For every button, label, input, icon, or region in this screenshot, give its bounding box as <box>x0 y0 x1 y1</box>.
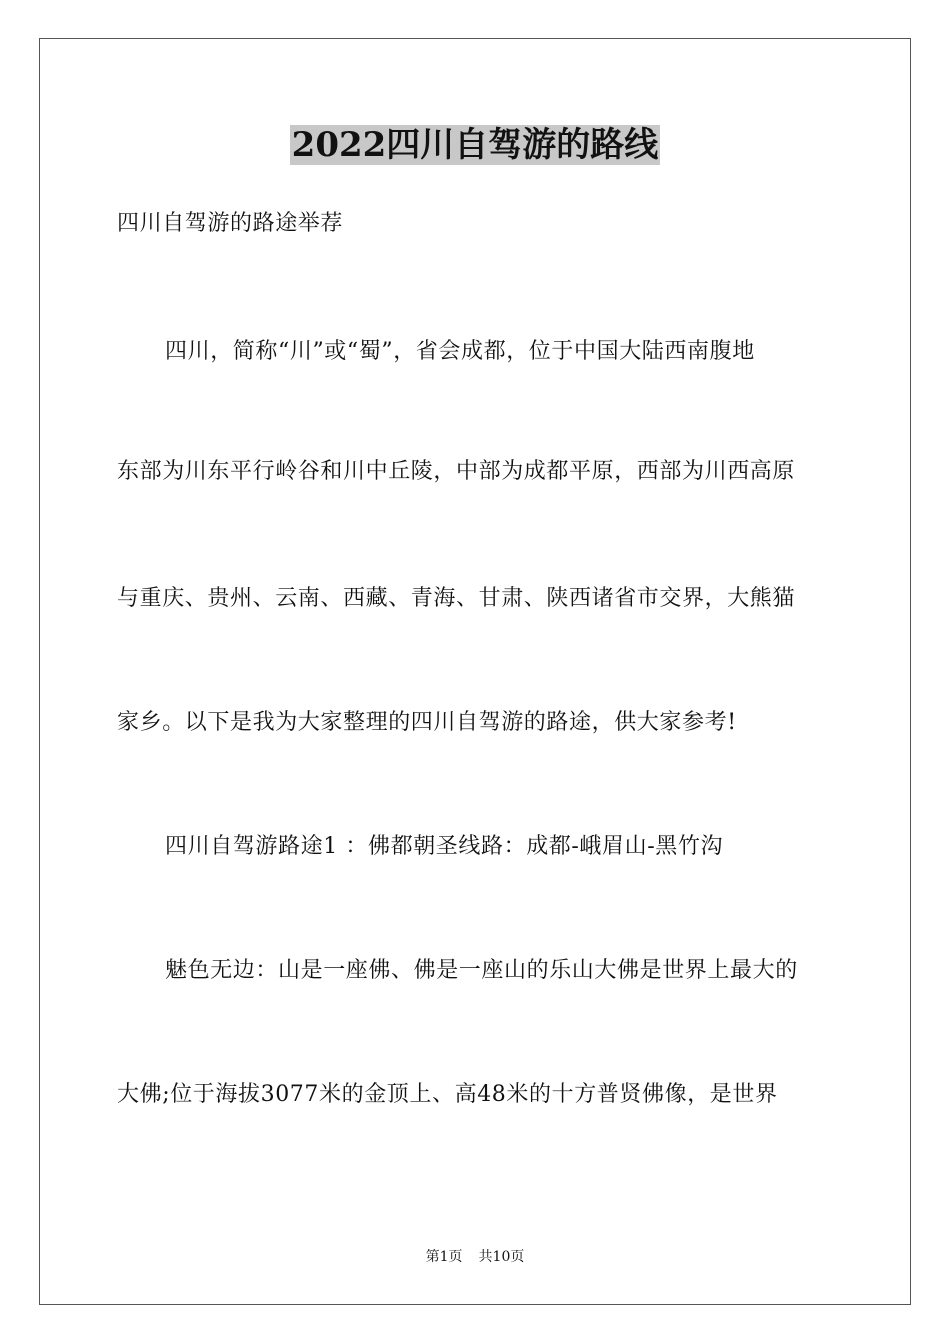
paragraph-line-1: 四川，简称“川”或“蜀”，省会成都，位于中国大陆西南腹地 <box>165 339 755 364</box>
page-footer <box>0 1247 950 1267</box>
paragraph-line-7: 大佛;位于海拔3077米的金顶上、高48米的十方普贤佛像，是世界 <box>117 1082 778 1107</box>
document-title <box>0 122 950 168</box>
page-total: 共10页 <box>478 1249 525 1265</box>
paragraph-line-4: 家乡。以下是我为大家整理的四川自驾游的路途，供大家参考! <box>117 710 737 735</box>
route-heading: 四川自驾游路途1 ：佛都朝圣线路：成都-峨眉山-黑竹沟 <box>165 834 724 859</box>
document-title-text: 2022四川自驾游的路线 <box>291 125 659 165</box>
paragraph-line-6: 魅色无边：山是一座佛、佛是一座山的乐山大佛是世界上最大的 <box>165 958 798 983</box>
paragraph-line-3: 与重庆、贵州、云南、西藏、青海、甘肃、陕西诸省市交界，大熊猫 <box>117 586 796 611</box>
page-number: 第1页 <box>425 1249 463 1265</box>
paragraph-line-2: 东部为川东平行岭谷和川中丘陵，中部为成都平原，西部为川西高原 <box>117 459 796 484</box>
document-subtitle: 四川自驾游的路途举荐 <box>117 211 344 236</box>
